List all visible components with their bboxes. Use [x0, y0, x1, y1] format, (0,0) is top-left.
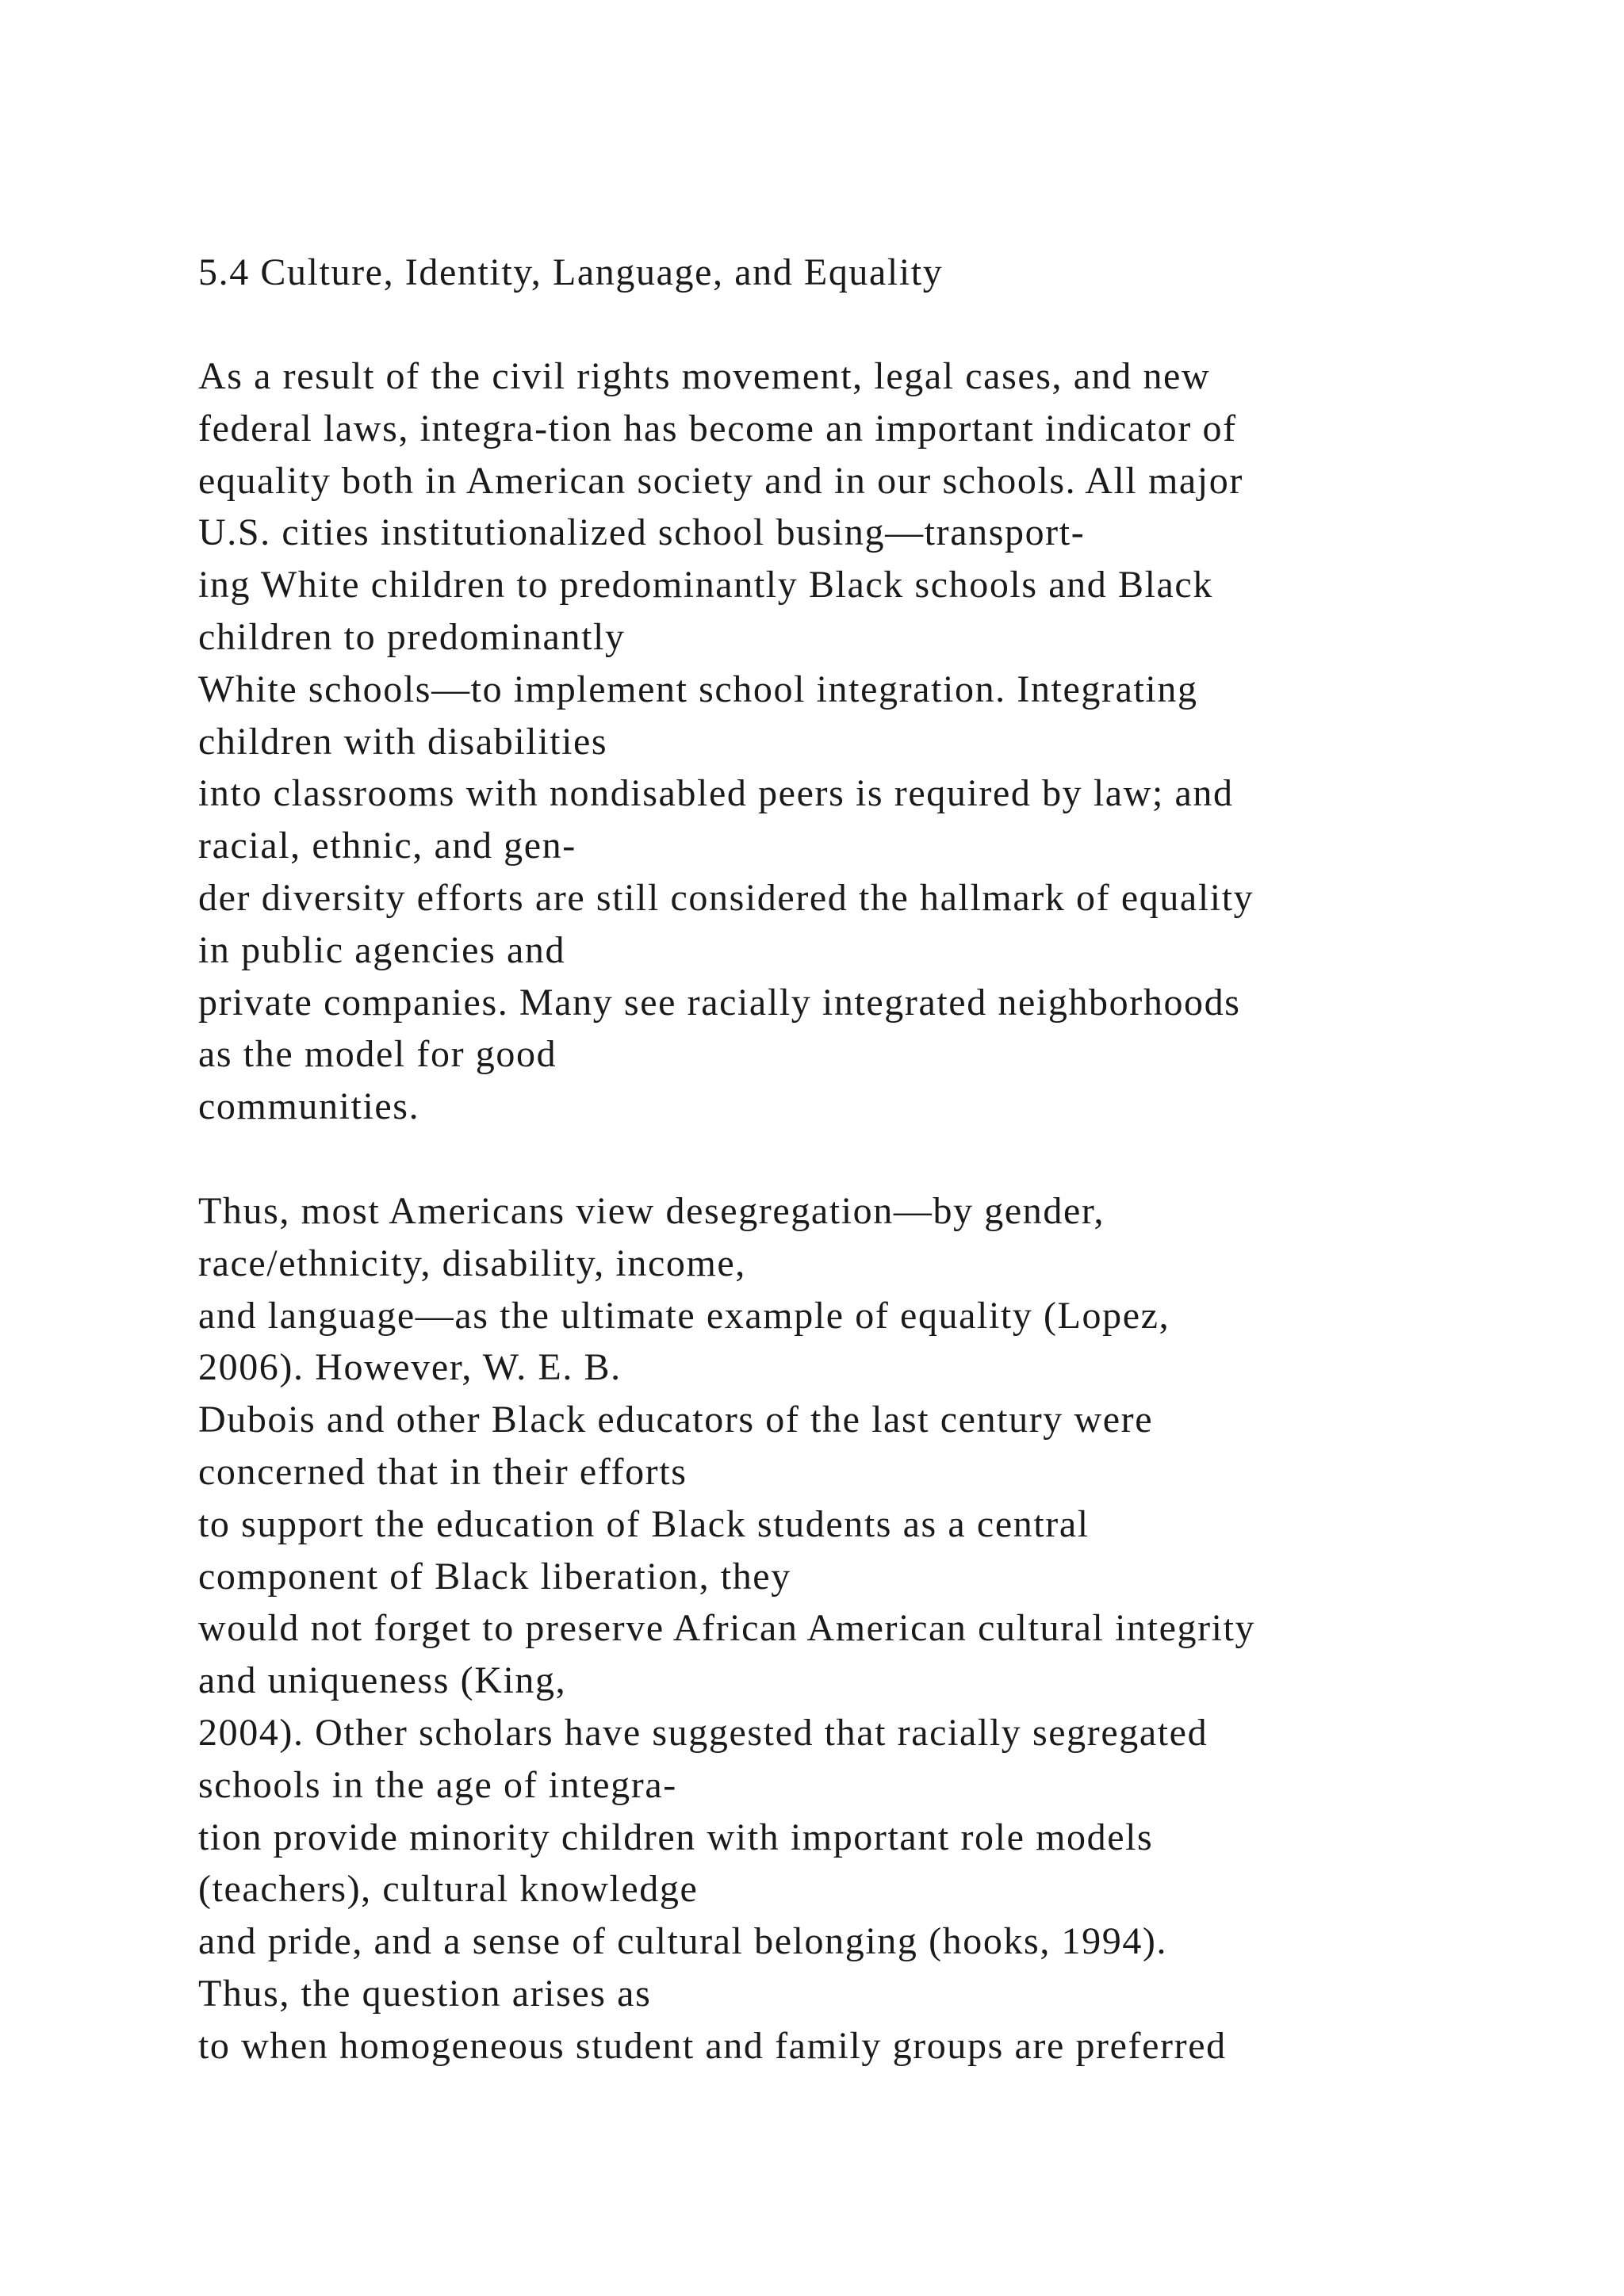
- paragraph-line: component of Black liberation, they: [198, 1555, 791, 1598]
- paragraph-line: 2006). However, W. E. B.: [198, 1346, 622, 1389]
- paragraph-line: equality both in American society and in our schools. All major: [198, 459, 1243, 502]
- paragraph-line: (teachers), cultural knowledge: [198, 1868, 699, 1911]
- section-heading: [198, 247, 1586, 299]
- paragraph-2: [198, 1185, 1586, 2072]
- paragraph-line: into classrooms with nondisabled peers is required by law; and: [198, 772, 1234, 815]
- paragraph-line: Thus, most Americans view desegregation—by gender,: [198, 1190, 1105, 1232]
- paragraph-line: concerned that in their efforts: [198, 1450, 688, 1493]
- paragraph-line: tion provide minority children with important role models: [198, 1816, 1154, 1858]
- paragraph-line: private companies. Many see racially integrated neighborhoods: [198, 981, 1241, 1024]
- paragraph-line: in public agencies and: [198, 928, 566, 971]
- paragraph-line: communities.: [198, 1085, 420, 1128]
- paragraph-line: and uniqueness (King,: [198, 1659, 567, 1702]
- paragraph-line: schools in the age of integra-: [198, 1763, 677, 1806]
- heading-line: 5.4 Culture, Identity, Language, and Equality: [198, 251, 944, 293]
- paragraph-line: to support the education of Black students as a central: [198, 1502, 1090, 1545]
- paragraph-line: and pride, and a sense of cultural belonging (hooks, 1994).: [198, 1920, 1168, 1963]
- paragraph-line: U.S. cities institutionalized school busing—transport-: [198, 511, 1086, 554]
- paragraph-line: children with disabilities: [198, 720, 608, 763]
- paragraph-line: 2004). Other scholars have suggested that racially segregated: [198, 1711, 1208, 1754]
- paragraph-1: [198, 350, 1586, 1133]
- paragraph-line: der diversity efforts are still considered the hallmark of equality: [198, 876, 1254, 919]
- paragraph-line: Thus, the question arises as: [198, 1972, 652, 2015]
- paragraph-line: racial, ethnic, and gen-: [198, 825, 576, 867]
- paragraph-line: ing White children to predominantly Black schools and Black: [198, 564, 1213, 607]
- paragraph-line: as the model for good: [198, 1033, 557, 1076]
- paragraph-line: race/ethnicity, disability, income,: [198, 1242, 746, 1284]
- paragraph-line: children to predominantly: [198, 615, 626, 658]
- paragraph-line: White schools—to implement school integration. Integrating: [198, 668, 1198, 710]
- paragraph-line: to when homogeneous student and family groups are preferred: [198, 2024, 1227, 2067]
- paragraph-line: and language—as the ultimate example of equality (Lopez,: [198, 1294, 1170, 1337]
- paragraph-line: As a result of the civil rights movement, legal cases, and new: [198, 355, 1211, 397]
- paragraph-line: would not forget to preserve African American cultural integrity: [198, 1607, 1256, 1650]
- paragraph-line: federal laws, integra-tion has become an important indicator of: [198, 407, 1237, 450]
- paragraph-line: Dubois and other Black educators of the last century were: [198, 1399, 1154, 1441]
